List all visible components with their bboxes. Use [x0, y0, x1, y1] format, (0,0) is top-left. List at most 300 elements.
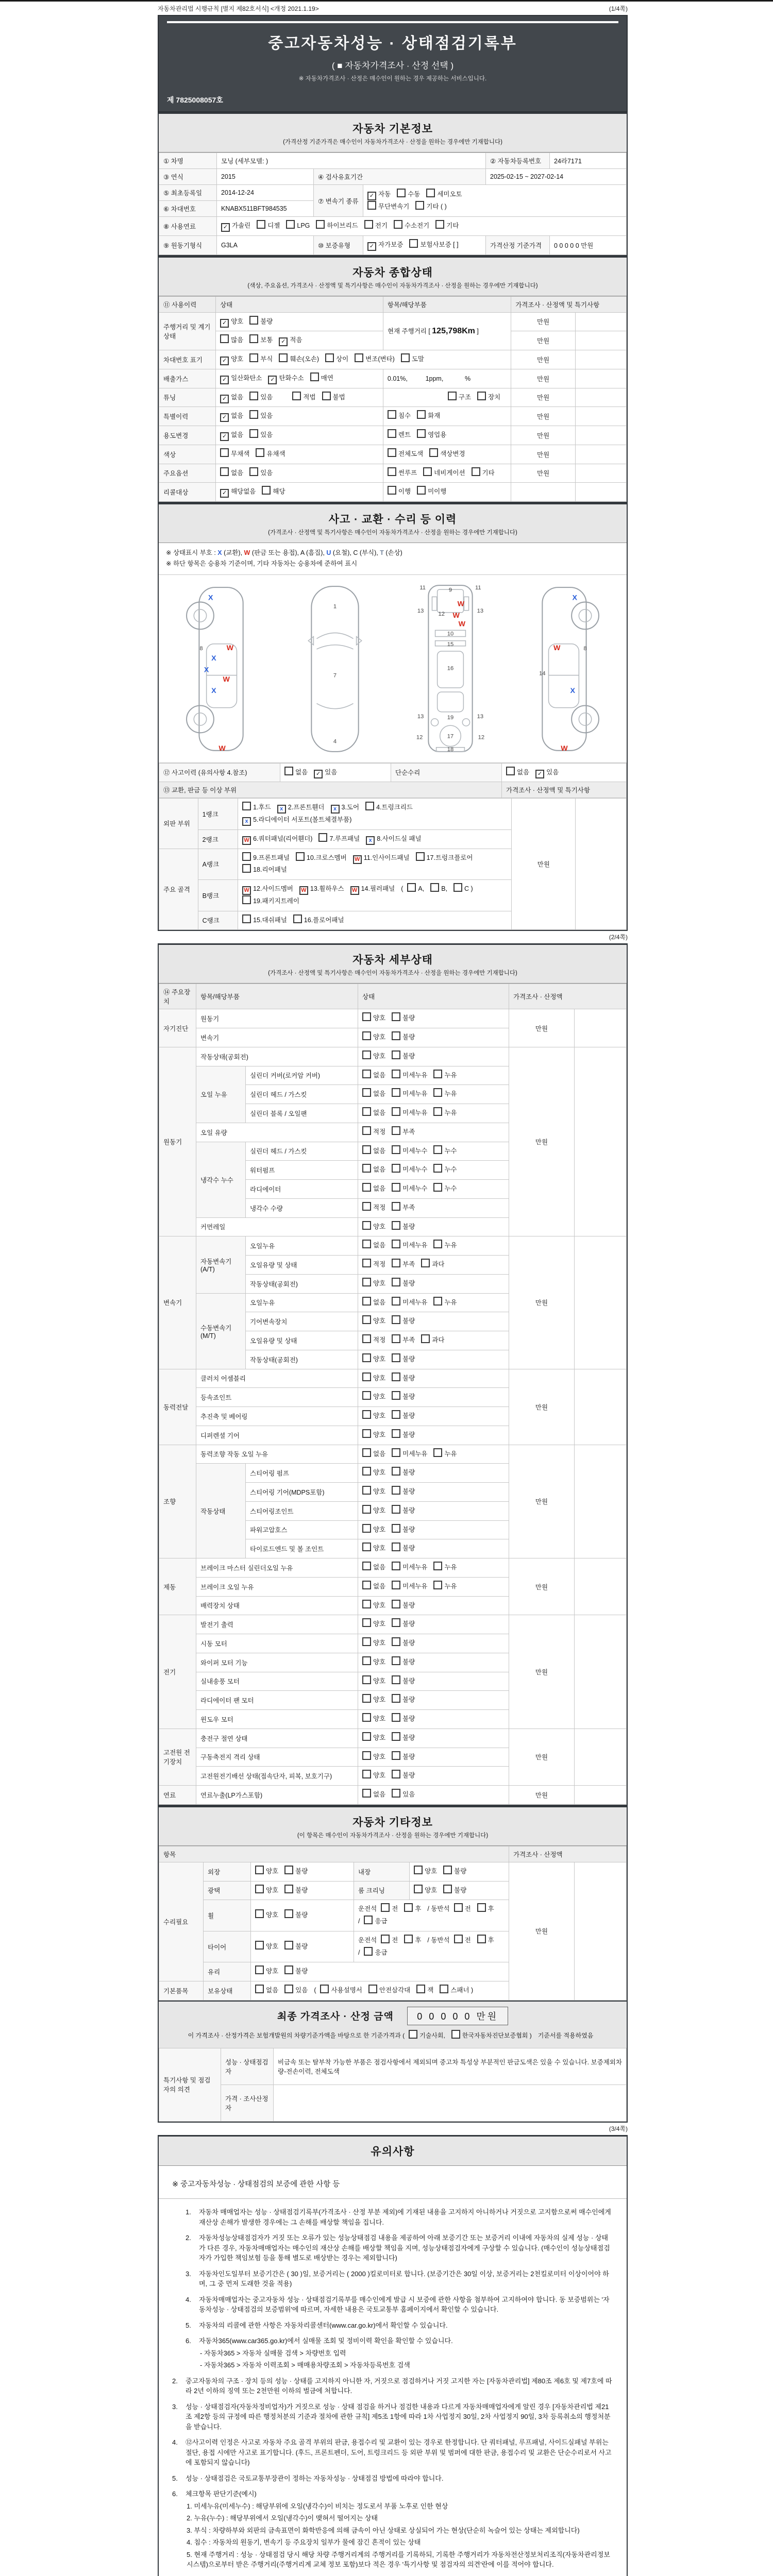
checkbox[interactable] — [417, 429, 426, 438]
checkbox-option[interactable] — [454, 1935, 471, 1947]
checkbox-option[interactable] — [365, 802, 413, 814]
checkbox[interactable] — [362, 1467, 371, 1476]
checkbox-option[interactable] — [249, 353, 273, 366]
checkbox[interactable] — [392, 1259, 400, 1267]
checkbox-option[interactable] — [392, 1240, 427, 1252]
checkbox-option[interactable] — [255, 1941, 278, 1953]
checkbox[interactable] — [362, 1297, 371, 1306]
checkbox[interactable] — [242, 864, 251, 873]
checkbox[interactable] — [416, 1985, 425, 1993]
checkbox-option[interactable] — [367, 189, 391, 201]
checkbox-option[interactable] — [314, 767, 337, 779]
checkbox-option[interactable] — [362, 1789, 385, 1801]
checkbox-option[interactable] — [392, 1467, 415, 1479]
checkbox[interactable] — [392, 1126, 400, 1135]
checkbox-option[interactable] — [257, 220, 280, 232]
checkbox[interactable] — [255, 1885, 264, 1893]
checkbox[interactable] — [249, 353, 258, 362]
checkbox[interactable] — [362, 1429, 371, 1438]
checkbox[interactable] — [416, 852, 425, 861]
checkbox[interactable] — [249, 429, 258, 438]
checkbox-option[interactable] — [221, 220, 250, 232]
checkbox[interactable]: ✓ — [220, 357, 229, 365]
checkbox-option[interactable] — [423, 467, 465, 480]
checkbox[interactable] — [362, 1448, 371, 1457]
checkbox-option[interactable] — [362, 1410, 385, 1422]
checkbox-option[interactable] — [277, 802, 325, 814]
checkbox[interactable] — [392, 1297, 400, 1306]
checkbox-option[interactable] — [316, 220, 358, 232]
checkbox-option[interactable] — [401, 353, 424, 366]
checkbox[interactable] — [477, 392, 486, 400]
checkbox[interactable] — [433, 1581, 442, 1589]
checkbox[interactable]: ✓ — [367, 242, 376, 251]
checkbox-option[interactable] — [220, 429, 243, 442]
checkbox-option[interactable] — [242, 914, 287, 927]
checkbox-option[interactable] — [249, 429, 273, 442]
checkbox[interactable] — [388, 467, 396, 476]
checkbox[interactable] — [392, 1789, 400, 1798]
checkbox[interactable] — [362, 1107, 371, 1116]
checkbox[interactable] — [454, 1935, 463, 1943]
checkbox-option[interactable] — [392, 1562, 427, 1574]
checkbox-option[interactable] — [429, 448, 465, 461]
checkbox[interactable] — [392, 1543, 400, 1551]
checkbox[interactable] — [392, 1372, 400, 1381]
checkbox-option[interactable] — [392, 1618, 415, 1631]
checkbox-option[interactable] — [392, 1088, 427, 1100]
checkbox[interactable] — [392, 1562, 400, 1570]
checkbox-option[interactable] — [388, 467, 417, 480]
checkbox[interactable] — [362, 1315, 371, 1324]
checkbox-option[interactable] — [388, 410, 411, 422]
checkbox-option[interactable] — [362, 1543, 385, 1555]
checkbox[interactable] — [429, 448, 438, 457]
checkbox[interactable] — [433, 1164, 442, 1173]
checkbox-option[interactable] — [362, 1732, 385, 1744]
checkbox-option[interactable] — [362, 1675, 385, 1688]
checkbox[interactable] — [392, 1107, 400, 1116]
checkbox[interactable] — [392, 1145, 400, 1154]
checkbox-option[interactable] — [404, 1903, 421, 1916]
checkbox-option[interactable] — [284, 1965, 308, 1978]
checkbox[interactable] — [417, 486, 426, 495]
checkbox[interactable]: ✓ — [220, 432, 229, 441]
checkbox[interactable] — [392, 1202, 400, 1211]
checkbox-option[interactable] — [388, 448, 423, 461]
checkbox-option[interactable] — [416, 1985, 433, 1997]
checkbox-option[interactable] — [477, 1935, 494, 1947]
checkbox[interactable] — [255, 1909, 264, 1918]
checkbox-option[interactable] — [433, 1070, 457, 1082]
checkbox[interactable] — [392, 1467, 400, 1476]
checkbox-option[interactable] — [409, 2030, 445, 2042]
checkbox[interactable] — [392, 1050, 400, 1059]
checkbox[interactable] — [448, 392, 457, 400]
checkbox-option[interactable] — [381, 1903, 398, 1916]
checkbox[interactable] — [433, 1070, 442, 1078]
checkbox-option[interactable] — [362, 1031, 385, 1044]
checkbox-option[interactable] — [417, 410, 440, 422]
checkbox-option[interactable] — [362, 1202, 385, 1214]
checkbox[interactable] — [286, 220, 295, 229]
checkbox-option[interactable] — [392, 1012, 415, 1025]
checkbox-option[interactable] — [392, 1789, 415, 1801]
checkbox[interactable] — [392, 1732, 400, 1741]
checkbox-option[interactable] — [433, 1107, 457, 1120]
checkbox[interactable] — [392, 1581, 400, 1589]
checkbox[interactable] — [284, 1909, 293, 1918]
checkbox-option[interactable] — [362, 1050, 385, 1063]
checkbox[interactable] — [362, 1618, 371, 1627]
checkbox[interactable] — [409, 239, 418, 248]
checkbox-option[interactable] — [472, 467, 495, 480]
checkbox-option[interactable] — [366, 833, 421, 845]
checkbox[interactable] — [392, 1012, 400, 1021]
checkbox-option[interactable] — [433, 1448, 457, 1461]
checkbox-option[interactable] — [417, 486, 446, 498]
checkbox-option[interactable] — [392, 1524, 415, 1536]
checkbox-option[interactable] — [416, 852, 473, 865]
checkbox[interactable] — [401, 353, 410, 362]
checkbox-option[interactable] — [279, 334, 302, 347]
checkbox-option[interactable] — [362, 1656, 385, 1669]
checkbox-option[interactable] — [392, 1751, 415, 1764]
checkbox[interactable]: ✓ — [221, 223, 230, 232]
checkbox-option[interactable] — [433, 1164, 457, 1176]
checkbox-option[interactable] — [362, 1315, 385, 1328]
checkbox-option[interactable] — [362, 1486, 385, 1498]
checkbox-option[interactable] — [392, 1600, 415, 1612]
checkbox[interactable] — [362, 1372, 371, 1381]
checkbox-option[interactable] — [392, 1221, 415, 1233]
checkbox[interactable] — [392, 1505, 400, 1514]
checkbox[interactable] — [362, 1164, 371, 1173]
checkbox[interactable] — [433, 1145, 442, 1154]
checkbox[interactable] — [284, 1941, 293, 1950]
checkbox[interactable] — [392, 1240, 400, 1248]
checkbox-option[interactable] — [255, 1985, 278, 1997]
checkbox[interactable] — [453, 883, 462, 892]
checkbox-option[interactable] — [392, 1581, 427, 1593]
checkbox-option[interactable] — [362, 1012, 385, 1025]
checkbox-option[interactable] — [362, 1334, 385, 1347]
checkbox[interactable]: W — [350, 886, 359, 895]
checkbox[interactable] — [433, 1088, 442, 1097]
checkbox[interactable] — [392, 1694, 400, 1703]
checkbox-option[interactable] — [362, 1126, 385, 1139]
checkbox-option[interactable] — [392, 1637, 415, 1650]
checkbox[interactable] — [316, 220, 325, 229]
checkbox[interactable] — [430, 883, 439, 892]
checkbox-option[interactable] — [421, 1334, 444, 1347]
checkbox[interactable] — [404, 1935, 413, 1943]
checkbox-option[interactable] — [320, 1985, 362, 1997]
checkbox-option[interactable] — [299, 883, 344, 895]
checkbox-option[interactable] — [440, 1985, 473, 1997]
checkbox-option[interactable] — [220, 353, 243, 366]
checkbox[interactable] — [392, 1334, 400, 1343]
checkbox[interactable]: ✓ — [367, 192, 376, 200]
checkbox-option[interactable] — [220, 392, 243, 404]
checkbox-option[interactable] — [362, 1751, 385, 1764]
checkbox[interactable] — [362, 1486, 371, 1495]
checkbox[interactable] — [417, 410, 426, 419]
checkbox-option[interactable] — [362, 1505, 385, 1517]
checkbox-option[interactable] — [268, 372, 304, 385]
checkbox-option[interactable] — [220, 410, 243, 422]
checkbox[interactable] — [397, 189, 406, 197]
checkbox[interactable] — [392, 1656, 400, 1665]
checkbox[interactable] — [362, 1543, 371, 1551]
checkbox-option[interactable] — [362, 1713, 385, 1725]
checkbox-option[interactable] — [409, 239, 458, 251]
checkbox-option[interactable] — [220, 316, 243, 328]
checkbox[interactable] — [392, 1675, 400, 1684]
checkbox[interactable] — [435, 220, 444, 229]
checkbox[interactable] — [388, 486, 396, 495]
checkbox-option[interactable] — [362, 1770, 385, 1782]
checkbox-option[interactable] — [392, 1259, 415, 1271]
checkbox-option[interactable] — [255, 1866, 278, 1878]
checkbox[interactable] — [381, 1935, 390, 1943]
checkbox-option[interactable] — [249, 316, 273, 328]
checkbox[interactable] — [284, 1985, 293, 1993]
checkbox-option[interactable] — [220, 334, 243, 347]
checkbox[interactable] — [262, 486, 271, 495]
checkbox-option[interactable] — [362, 1183, 385, 1195]
checkbox[interactable] — [362, 1145, 371, 1154]
checkbox-option[interactable] — [443, 1885, 466, 1897]
checkbox-option[interactable] — [362, 1353, 385, 1366]
checkbox-option[interactable] — [430, 883, 447, 895]
checkbox[interactable] — [477, 1903, 486, 1912]
checkbox[interactable] — [404, 1903, 413, 1912]
checkbox[interactable] — [426, 189, 435, 197]
checkbox[interactable] — [454, 1903, 463, 1912]
checkbox[interactable] — [392, 1391, 400, 1400]
checkbox-option[interactable] — [392, 1202, 415, 1214]
checkbox[interactable] — [362, 1732, 371, 1741]
checkbox-option[interactable] — [433, 1297, 457, 1309]
checkbox-option[interactable] — [433, 1088, 457, 1100]
checkbox-option[interactable] — [392, 1183, 427, 1195]
checkbox[interactable] — [220, 334, 229, 343]
checkbox[interactable] — [392, 1751, 400, 1760]
checkbox-option[interactable] — [362, 1297, 385, 1309]
checkbox[interactable] — [421, 1334, 430, 1343]
checkbox-option[interactable] — [392, 1278, 415, 1290]
checkbox[interactable] — [364, 220, 373, 229]
checkbox[interactable] — [249, 392, 258, 400]
checkbox[interactable] — [392, 1713, 400, 1722]
checkbox-option[interactable] — [362, 1372, 385, 1385]
checkbox[interactable] — [242, 914, 251, 923]
checkbox[interactable] — [362, 1524, 371, 1533]
checkbox[interactable] — [443, 1866, 452, 1874]
checkbox[interactable]: ✓ — [220, 489, 229, 498]
checkbox-option[interactable] — [331, 802, 360, 814]
checkbox-option[interactable] — [362, 1391, 385, 1403]
checkbox-option[interactable] — [220, 372, 262, 385]
checkbox-option[interactable] — [392, 1070, 427, 1082]
checkbox-option[interactable] — [392, 1732, 415, 1744]
checkbox-option[interactable] — [362, 1600, 385, 1612]
checkbox-option[interactable] — [310, 372, 333, 385]
checkbox-option[interactable] — [392, 1353, 415, 1366]
checkbox[interactable] — [392, 1637, 400, 1646]
checkbox-option[interactable] — [318, 833, 360, 845]
checkbox[interactable] — [320, 1985, 329, 1993]
checkbox[interactable] — [392, 1183, 400, 1192]
checkbox[interactable] — [392, 1448, 400, 1457]
checkbox-option[interactable] — [256, 448, 285, 461]
checkbox-option[interactable] — [242, 864, 287, 876]
checkbox[interactable] — [318, 833, 327, 842]
checkbox[interactable] — [284, 1885, 293, 1893]
checkbox[interactable] — [388, 429, 396, 438]
checkbox[interactable] — [392, 1278, 400, 1286]
checkbox-option[interactable] — [284, 1885, 308, 1897]
checkbox-option[interactable] — [242, 833, 312, 845]
checkbox[interactable] — [392, 1410, 400, 1419]
checkbox[interactable] — [362, 1278, 371, 1286]
checkbox-option[interactable] — [220, 486, 256, 498]
checkbox-option[interactable] — [220, 448, 249, 461]
checkbox[interactable] — [364, 1916, 373, 1924]
checkbox-option[interactable] — [392, 1675, 415, 1688]
checkbox-option[interactable] — [284, 1866, 308, 1878]
checkbox[interactable] — [242, 802, 251, 810]
checkbox-option[interactable] — [362, 1221, 385, 1233]
checkbox[interactable] — [433, 1448, 442, 1457]
checkbox[interactable] — [255, 1985, 264, 1993]
checkbox-option[interactable] — [392, 1126, 415, 1139]
checkbox-option[interactable] — [392, 1486, 415, 1498]
checkbox-option[interactable] — [293, 914, 344, 927]
checkbox[interactable] — [242, 852, 251, 861]
checkbox[interactable] — [362, 1751, 371, 1760]
checkbox-option[interactable] — [362, 1524, 385, 1536]
checkbox-option[interactable] — [242, 852, 290, 865]
checkbox-option[interactable] — [350, 883, 395, 895]
checkbox[interactable] — [362, 1240, 371, 1248]
checkbox[interactable] — [443, 1885, 452, 1893]
checkbox[interactable]: x — [366, 836, 375, 845]
checkbox-option[interactable] — [364, 1916, 387, 1928]
checkbox-option[interactable] — [249, 410, 273, 422]
checkbox-option[interactable] — [362, 1694, 385, 1706]
checkbox[interactable] — [255, 1866, 264, 1874]
checkbox[interactable] — [414, 1866, 423, 1874]
checkbox[interactable] — [477, 1935, 486, 1943]
checkbox[interactable]: x — [331, 805, 340, 814]
checkbox[interactable] — [423, 467, 432, 476]
checkbox[interactable] — [362, 1070, 371, 1078]
checkbox[interactable] — [433, 1107, 442, 1116]
checkbox[interactable] — [322, 392, 331, 400]
checkbox-option[interactable] — [284, 1941, 308, 1953]
checkbox-option[interactable] — [392, 1448, 427, 1461]
checkbox[interactable] — [392, 1486, 400, 1495]
checkbox[interactable] — [392, 1315, 400, 1324]
checkbox-option[interactable] — [262, 486, 285, 498]
checkbox-option[interactable] — [392, 1164, 427, 1176]
checkbox-option[interactable] — [355, 353, 395, 366]
checkbox[interactable] — [392, 1031, 400, 1040]
checkbox-option[interactable] — [392, 1694, 415, 1706]
checkbox[interactable] — [362, 1391, 371, 1400]
checkbox-option[interactable] — [362, 1088, 385, 1100]
checkbox[interactable] — [407, 883, 416, 892]
checkbox[interactable] — [362, 1126, 371, 1135]
checkbox[interactable] — [310, 372, 319, 381]
checkbox[interactable] — [362, 1505, 371, 1514]
checkbox[interactable] — [392, 1088, 400, 1097]
checkbox[interactable]: W — [242, 886, 251, 895]
checkbox[interactable] — [362, 1600, 371, 1608]
checkbox[interactable] — [433, 1562, 442, 1570]
checkbox-option[interactable] — [367, 201, 409, 213]
checkbox-option[interactable] — [362, 1145, 385, 1158]
checkbox-option[interactable] — [362, 1240, 385, 1252]
checkbox[interactable]: ✓ — [314, 770, 323, 778]
checkbox[interactable] — [362, 1202, 371, 1211]
checkbox-option[interactable] — [454, 1903, 471, 1916]
checkbox[interactable]: ✓ — [220, 413, 229, 422]
checkbox[interactable] — [362, 1050, 371, 1059]
checkbox[interactable] — [414, 1885, 423, 1893]
checkbox[interactable] — [392, 1221, 400, 1230]
checkbox[interactable] — [284, 767, 293, 775]
checkbox-option[interactable] — [477, 392, 500, 404]
checkbox[interactable] — [249, 316, 258, 325]
checkbox[interactable] — [392, 1770, 400, 1778]
checkbox-option[interactable] — [421, 1259, 444, 1271]
checkbox-option[interactable] — [392, 1505, 415, 1517]
checkbox[interactable] — [362, 1012, 371, 1021]
checkbox-option[interactable] — [362, 1581, 385, 1593]
checkbox[interactable] — [296, 852, 305, 861]
checkbox-option[interactable] — [362, 1562, 385, 1574]
checkbox[interactable] — [362, 1221, 371, 1230]
checkbox-option[interactable] — [426, 189, 462, 201]
checkbox-option[interactable] — [381, 1935, 398, 1947]
checkbox-option[interactable] — [249, 392, 273, 404]
checkbox-option[interactable] — [392, 1410, 415, 1422]
checkbox-option[interactable] — [255, 1909, 278, 1922]
checkbox-option[interactable] — [392, 1315, 415, 1328]
checkbox-option[interactable] — [322, 392, 345, 404]
checkbox[interactable] — [433, 1297, 442, 1306]
checkbox[interactable]: W — [353, 855, 362, 864]
checkbox-option[interactable] — [367, 239, 403, 251]
checkbox[interactable] — [362, 1334, 371, 1343]
checkbox[interactable] — [362, 1770, 371, 1778]
checkbox[interactable]: x — [242, 817, 251, 826]
checkbox-option[interactable] — [392, 1297, 427, 1309]
checkbox-option[interactable] — [284, 1985, 308, 1997]
checkbox-option[interactable] — [392, 1713, 415, 1725]
checkbox[interactable] — [362, 1031, 371, 1040]
checkbox[interactable] — [325, 353, 334, 362]
checkbox-option[interactable] — [364, 220, 388, 232]
checkbox-option[interactable] — [392, 1543, 415, 1555]
checkbox-option[interactable] — [220, 467, 243, 480]
checkbox[interactable]: ✓ — [268, 376, 277, 384]
checkbox-option[interactable] — [362, 1278, 385, 1290]
checkbox-option[interactable] — [433, 1183, 457, 1195]
